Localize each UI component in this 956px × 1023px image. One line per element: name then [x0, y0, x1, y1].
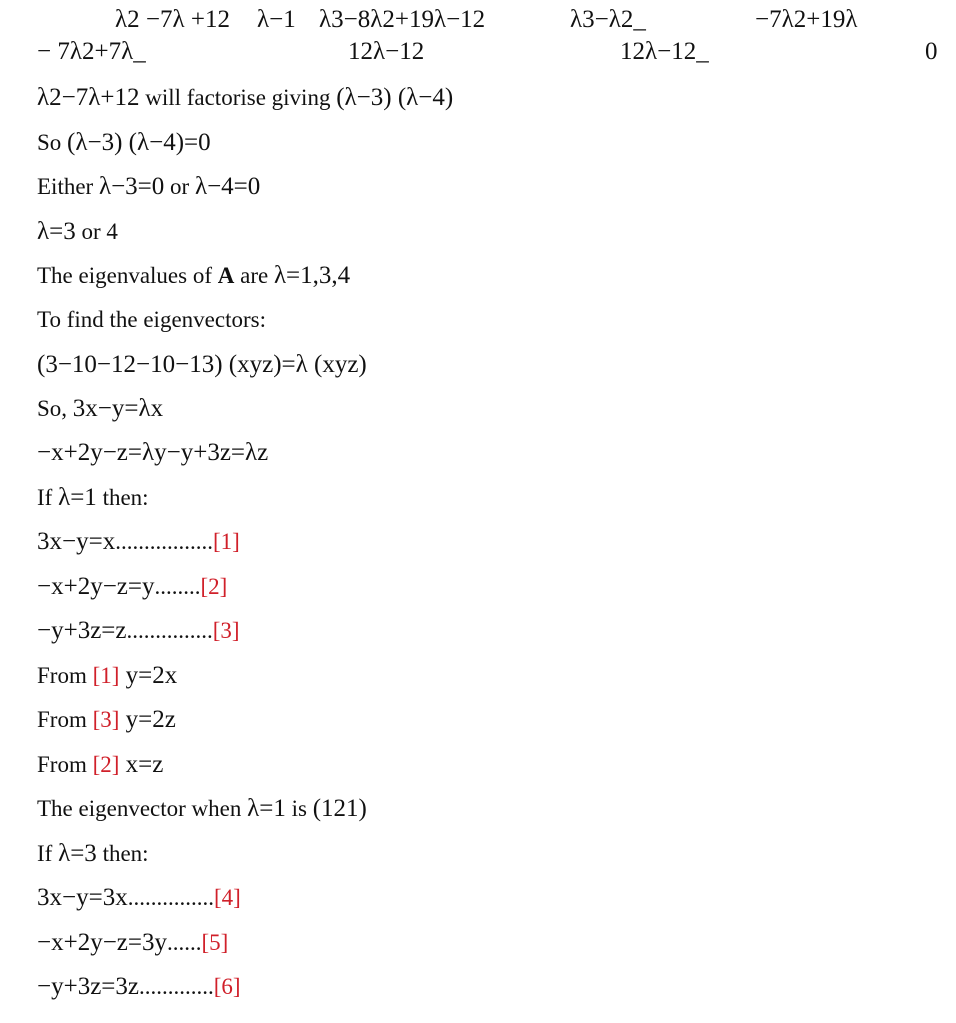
reference-3: [3] — [212, 618, 240, 643]
either-line — [37, 172, 260, 202]
reference-3-link: [3] — [92, 707, 120, 732]
either-text: Either — [37, 174, 99, 199]
if-text: If — [37, 485, 59, 510]
factors-equation: (λ−3) (λ−4)=0 — [67, 129, 211, 156]
division-subtract-3: 12λ−12_ — [620, 38, 709, 65]
equation-3: −y+3z=z — [37, 617, 127, 644]
leader-dots: ...... — [167, 930, 202, 955]
system-line-1 — [37, 394, 163, 424]
or-text: or — [164, 174, 195, 199]
eigenvector-1-line — [37, 794, 367, 824]
roots-line — [37, 217, 118, 247]
from-3-line — [37, 705, 176, 735]
equation-4: 3x−y=3x — [37, 884, 128, 911]
division-final-remainder: 0 — [925, 38, 938, 65]
so-comma-text: So, — [37, 396, 73, 421]
so-text: So — [37, 130, 68, 155]
then-text: then: — [96, 485, 149, 510]
leader-dots: ............... — [127, 885, 214, 910]
result-x-z: x=z — [119, 751, 164, 778]
from-text: From — [37, 663, 93, 688]
lambda-equals-1: λ=1 — [247, 795, 286, 822]
equation-ref-4 — [37, 883, 241, 913]
reference-4: [4] — [213, 885, 241, 910]
equation-ref-3 — [37, 616, 240, 646]
equation-1: 3x−y=x — [37, 528, 116, 555]
equation-ref-6 — [37, 972, 241, 1002]
equation-ref-1 — [37, 527, 240, 557]
from-text: From — [37, 752, 93, 777]
reference-1: [1] — [212, 529, 240, 554]
equation-2: −x+2y−z=y — [37, 573, 155, 600]
first-root-equation: λ−3=0 — [98, 173, 165, 200]
from-2-line — [37, 750, 163, 780]
lambda-equals-1: λ=1 — [58, 484, 97, 511]
second-root-equation: λ−4=0 — [194, 173, 261, 200]
leader-dots: ................. — [115, 529, 213, 554]
or-four-text: or 4 — [75, 219, 118, 244]
equation-one: 3x−y=λx — [72, 395, 164, 422]
case-lambda-3-line — [37, 839, 149, 869]
from-text: From — [37, 707, 93, 732]
division-quotient: λ2 −7λ +12 — [115, 6, 230, 33]
find-eigenvectors-line: To find the eigenvectors: — [37, 307, 266, 332]
factorise-line — [37, 83, 453, 113]
leader-dots: ............. — [139, 974, 214, 999]
division-subtract-2: − 7λ2+7λ_ — [37, 38, 146, 65]
matrix-equation-line — [37, 350, 367, 380]
equation-ref-2 — [37, 572, 227, 602]
factors-expression: (λ−3) (λ−4) — [336, 84, 454, 111]
from-1-line — [37, 661, 177, 691]
system-line-2 — [37, 438, 268, 468]
equation-6: −y+3z=3z — [37, 973, 139, 1000]
leader-dots: ............... — [126, 618, 213, 643]
is-text: is — [285, 796, 313, 821]
reference-1-link: [1] — [92, 663, 120, 688]
equation-5: −x+2y−z=3y — [37, 929, 167, 956]
if-text: If — [37, 841, 59, 866]
eigenvalues-line — [37, 261, 350, 291]
equations-two-three: −x+2y−z=λy−y+3z=λz — [37, 439, 269, 466]
division-divisor: λ−1 — [257, 6, 296, 33]
root-value: λ=3 — [37, 218, 76, 245]
matrix-symbol: A — [217, 263, 235, 288]
equation-ref-5 — [37, 928, 228, 958]
matrix-equation: (3−10−12−10−13) (xyz)=λ (xyz) — [37, 351, 367, 378]
result-y-2z: y=2z — [119, 706, 176, 733]
reference-2-link: [2] — [92, 752, 120, 777]
eigenvector-when-text: The eigenvector when — [37, 796, 248, 821]
then-text: then: — [96, 841, 149, 866]
reference-2: [2] — [200, 574, 228, 599]
reference-6: [6] — [213, 974, 241, 999]
division-remainder-2: 12λ−12 — [348, 38, 425, 65]
case-lambda-1-line — [37, 483, 149, 513]
are-text: are — [234, 263, 274, 288]
lambda-equals-3: λ=3 — [58, 840, 97, 867]
leader-dots: ........ — [154, 574, 201, 599]
division-remainder-1: −7λ2+19λ — [755, 6, 858, 33]
so-factors-line — [37, 128, 211, 158]
eigenvector-value: (121) — [312, 795, 367, 822]
reference-5: [5] — [201, 930, 229, 955]
eigenvalues-text: The eigenvalues of — [37, 263, 218, 288]
division-subtract-1: λ3−λ2_ — [570, 6, 646, 33]
quadratic-expression: λ2−7λ+12 — [37, 84, 140, 111]
factorise-text: will factorise giving — [139, 85, 337, 110]
eigenvalues-list: λ=1,3,4 — [273, 262, 351, 289]
result-y-2x: y=2x — [119, 662, 178, 689]
division-dividend: λ3−8λ2+19λ−12 — [319, 6, 486, 33]
